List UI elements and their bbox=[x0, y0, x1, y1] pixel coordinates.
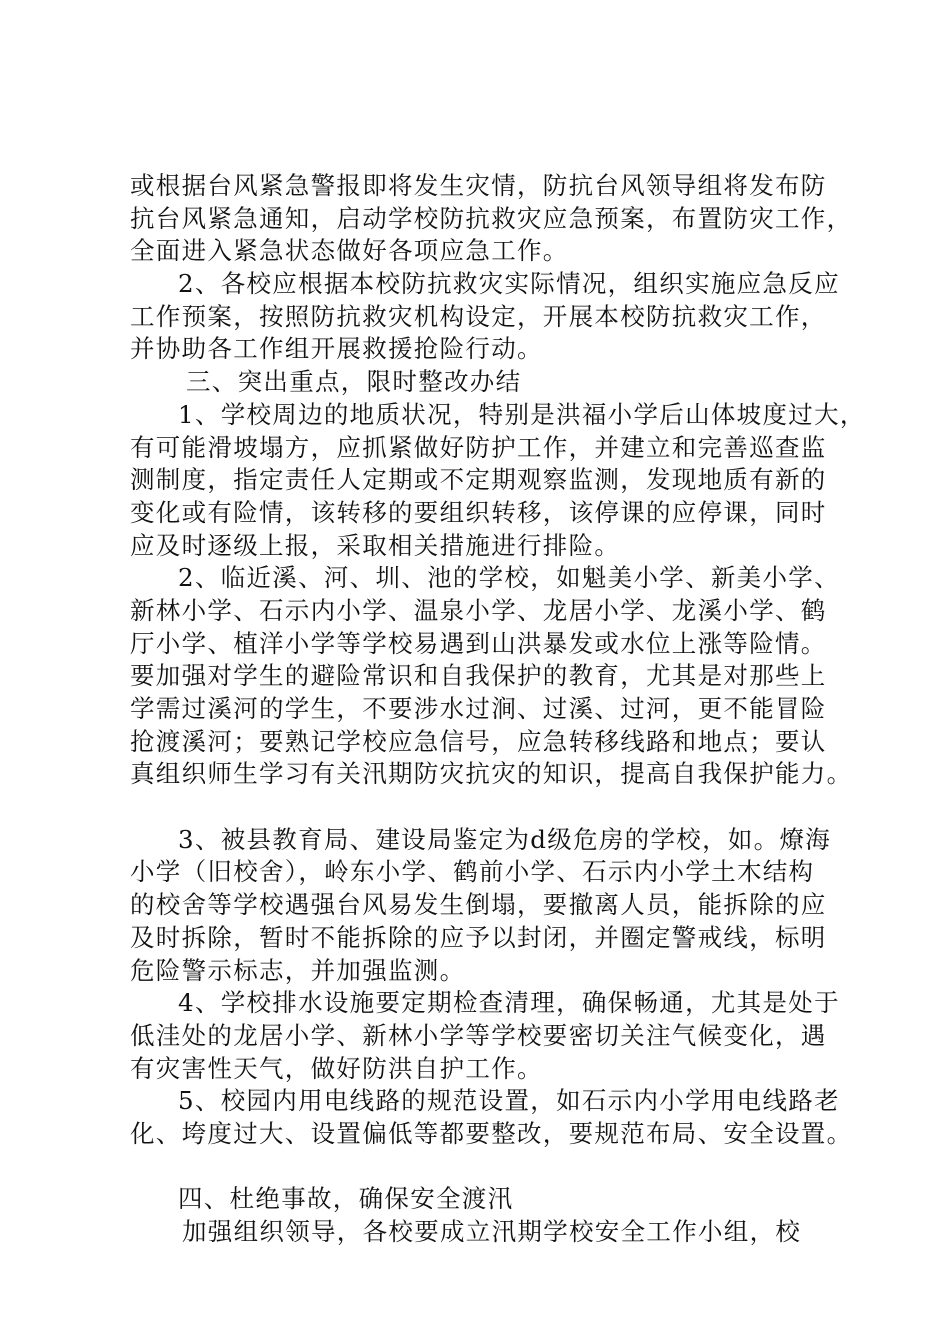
paragraph-organization bbox=[130, 1216, 850, 1249]
text-line: 或根据台风紧急警报即将发生灾情，防抗台风领导组将发布防 bbox=[130, 171, 827, 200]
section-heading-4: 四、杜绝事故，确保安全渡汛 bbox=[178, 1184, 514, 1214]
text-line: 测制度，指定责任人定期或不定期观察监测，发现地质有新的 bbox=[130, 465, 827, 495]
text-line: 化、垮度过大、设置偏低等都要整改，要规范布局、安全设置。 bbox=[130, 1118, 853, 1148]
paragraph-electrical-wiring bbox=[130, 1085, 853, 1150]
text-line: 2、各校应根据本校防抗救灾实际情况，组织实施应急反应 bbox=[178, 269, 840, 299]
text-line: 小学（旧校舍），岭东小学、鹤前小学、石示内小学土木结构 bbox=[130, 857, 815, 887]
text-line: 的校舍等学校遇强台风易发生倒塌，要撤离人员，能拆除的应 bbox=[130, 890, 827, 920]
paragraph-drainage bbox=[130, 987, 850, 1085]
text-line: 真组织师生学习有关汛期防灾抗灾的知识，提高自我保护能力。 bbox=[130, 759, 853, 789]
text-line: 新林小学、石示内小学、温泉小学、龙居小学、龙溪小学、鹤 bbox=[130, 595, 827, 625]
text-line: 危险警示标志，并加强监测。 bbox=[130, 955, 466, 985]
text-line: 3、被县教育局、建设局鉴定为d级危房的学校，如。燎海 bbox=[178, 824, 832, 854]
paragraph-school-emergency-plan bbox=[130, 268, 850, 366]
text-line: 及时拆除，暂时不能拆除的应予以封闭，并圈定警戒线，标明 bbox=[130, 922, 827, 952]
document-body bbox=[130, 170, 866, 1249]
blank-line bbox=[130, 1151, 850, 1184]
text-line: 1、学校周边的地质状况，特别是洪福小学后山体坡度过大， bbox=[178, 399, 866, 429]
text-line: 厅小学、植洋小学等学校易遇到山洪暴发或水位上涨等险情。 bbox=[130, 628, 827, 658]
paragraph-dangerous-buildings bbox=[130, 824, 850, 987]
text-line: 工作预案，按照防抗救灾机构设定，开展本校防抗救灾工作， bbox=[130, 301, 827, 331]
text-line: 抗台风紧急通知，启动学校防抗救灾应急预案，布置防灾工作， bbox=[130, 203, 853, 233]
text-line: 抢渡溪河；要熟记学校应急信号，应急转移线路和地点；要认 bbox=[130, 726, 827, 756]
text-line: 变化或有险情，该转移的要组织转移，该停课的应停课，同时 bbox=[130, 497, 827, 527]
text-line: 应及时逐级上报，采取相关措施进行排险。 bbox=[130, 530, 621, 560]
text-line: 2、临近溪、河、圳、池的学校，如魁美小学、新美小学、 bbox=[178, 563, 840, 593]
text-line: 加强组织领导，各校要成立汛期学校安全工作小组，校 bbox=[182, 1217, 802, 1246]
section-heading-3: 三、突出重点，限时整改办结 bbox=[186, 367, 522, 397]
text-line: 5、校园内用电线路的规范设置，如石示内小学用电线路老 bbox=[178, 1086, 840, 1116]
text-line: 4、学校排水设施要定期检查清理，确保畅通，尤其是处于 bbox=[178, 988, 840, 1018]
text-line: 有可能滑坡塌方，应抓紧做好防护工作，并建立和完善巡查监 bbox=[130, 432, 827, 462]
text-line: 全面进入紧急状态做好各项应急工作。 bbox=[130, 236, 569, 266]
paragraph-near-water bbox=[130, 562, 853, 791]
text-line: 学需过溪河的学生，不要涉水过涧、过溪、过河，更不能冒险 bbox=[130, 694, 827, 723]
text-line: 低洼处的龙居小学、新林小学等学校要密切关注气候变化，遇 bbox=[130, 1020, 827, 1050]
paragraph-geology bbox=[130, 399, 866, 562]
text-line: 并协助各工作组开展救援抢险行动。 bbox=[130, 334, 543, 364]
blank-line bbox=[130, 791, 850, 824]
text-line: 有灾害性天气，做好防洪自护工作。 bbox=[130, 1053, 543, 1083]
text-line: 要加强对学生的避险常识和自我保护的教育，尤其是对那些上 bbox=[130, 661, 827, 691]
paragraph-typhoon-warning bbox=[130, 170, 853, 268]
